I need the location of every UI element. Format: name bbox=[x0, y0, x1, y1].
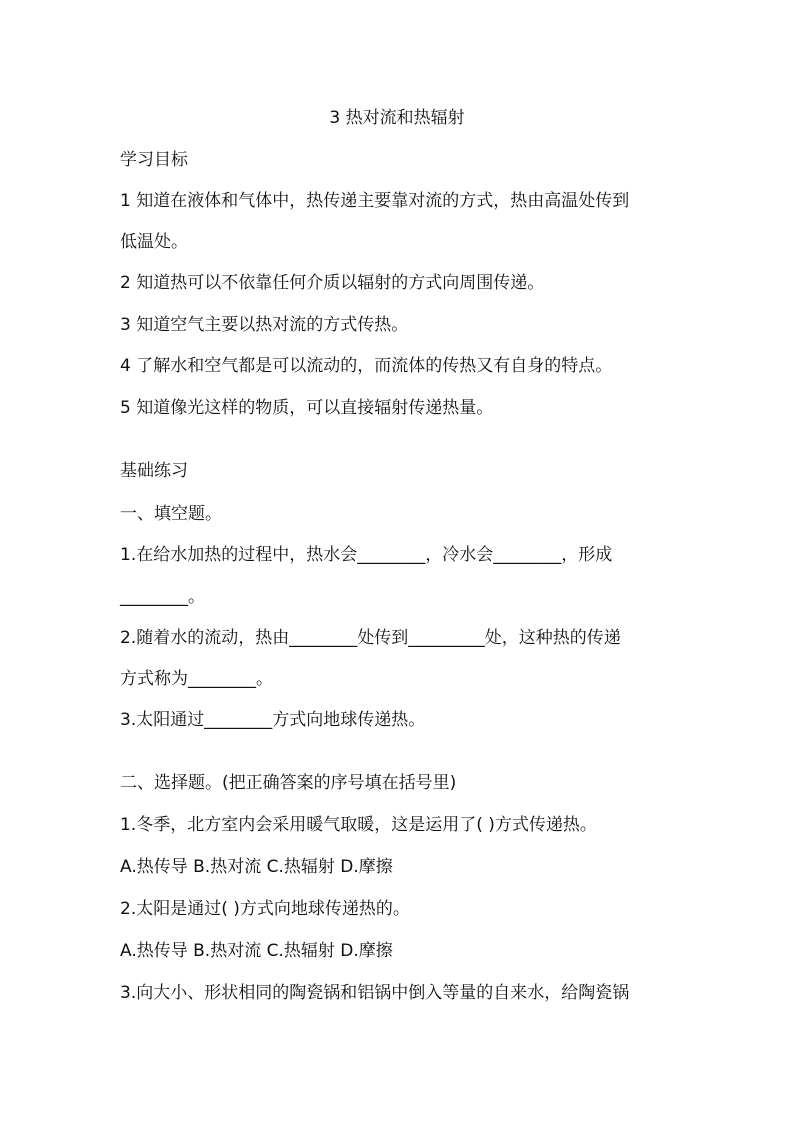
choice-options-line: A.热传导 B.热对流 C.热辐射 D.摩擦 bbox=[120, 857, 393, 877]
fill-question-line: 3.太阳通过________方式向地球传递热。 bbox=[120, 710, 426, 730]
fill-question-line: 方式称为________。 bbox=[120, 669, 273, 689]
choice-question-line: 1.冬季，北方室内会采用暖气取暖，这是运用了( )方式传递热。 bbox=[120, 815, 597, 835]
fill-section-heading: 一、填空题。 bbox=[120, 504, 222, 524]
page-title: 3 热对流和热辐射 bbox=[329, 108, 465, 128]
choice-section-heading: 二、选择题。(把正确答案的序号填在括号里) bbox=[120, 773, 457, 793]
practice-heading: 基础练习 bbox=[120, 461, 188, 481]
choice-question-line: 2.太阳是通过( )方式向地球传递热的。 bbox=[120, 899, 410, 919]
choice-question-line: 3.向大小、形状相同的陶瓷锅和铝锅中倒入等量的自来水，给陶瓷锅 bbox=[120, 983, 630, 1003]
fill-question-line: 2.随着水的流动，热由________处传到_________处，这种热的传递 bbox=[120, 628, 621, 648]
objective-line: 2 知道热可以不依靠任何介质以辐射的方式向周围传递。 bbox=[120, 273, 545, 293]
objectives-heading: 学习目标 bbox=[120, 150, 188, 170]
objective-line: 4 了解水和空气都是可以流动的，而流体的传热又有自身的特点。 bbox=[120, 356, 613, 376]
objective-line: 1 知道在液体和气体中，热传递主要靠对流的方式，热由高温处传到 bbox=[120, 191, 630, 211]
objective-line: 3 知道空气主要以热对流的方式传热。 bbox=[120, 315, 409, 335]
fill-question-line: ________。 bbox=[120, 587, 205, 607]
fill-question-line: 1.在给水加热的过程中，热水会________，冷水会________，形成 bbox=[120, 545, 613, 565]
choice-options-line: A.热传导 B.热对流 C.热辐射 D.摩擦 bbox=[120, 941, 393, 961]
objective-line: 低温处。 bbox=[120, 232, 188, 252]
objective-line: 5 知道像光这样的物质，可以直接辐射传递热量。 bbox=[120, 398, 494, 418]
